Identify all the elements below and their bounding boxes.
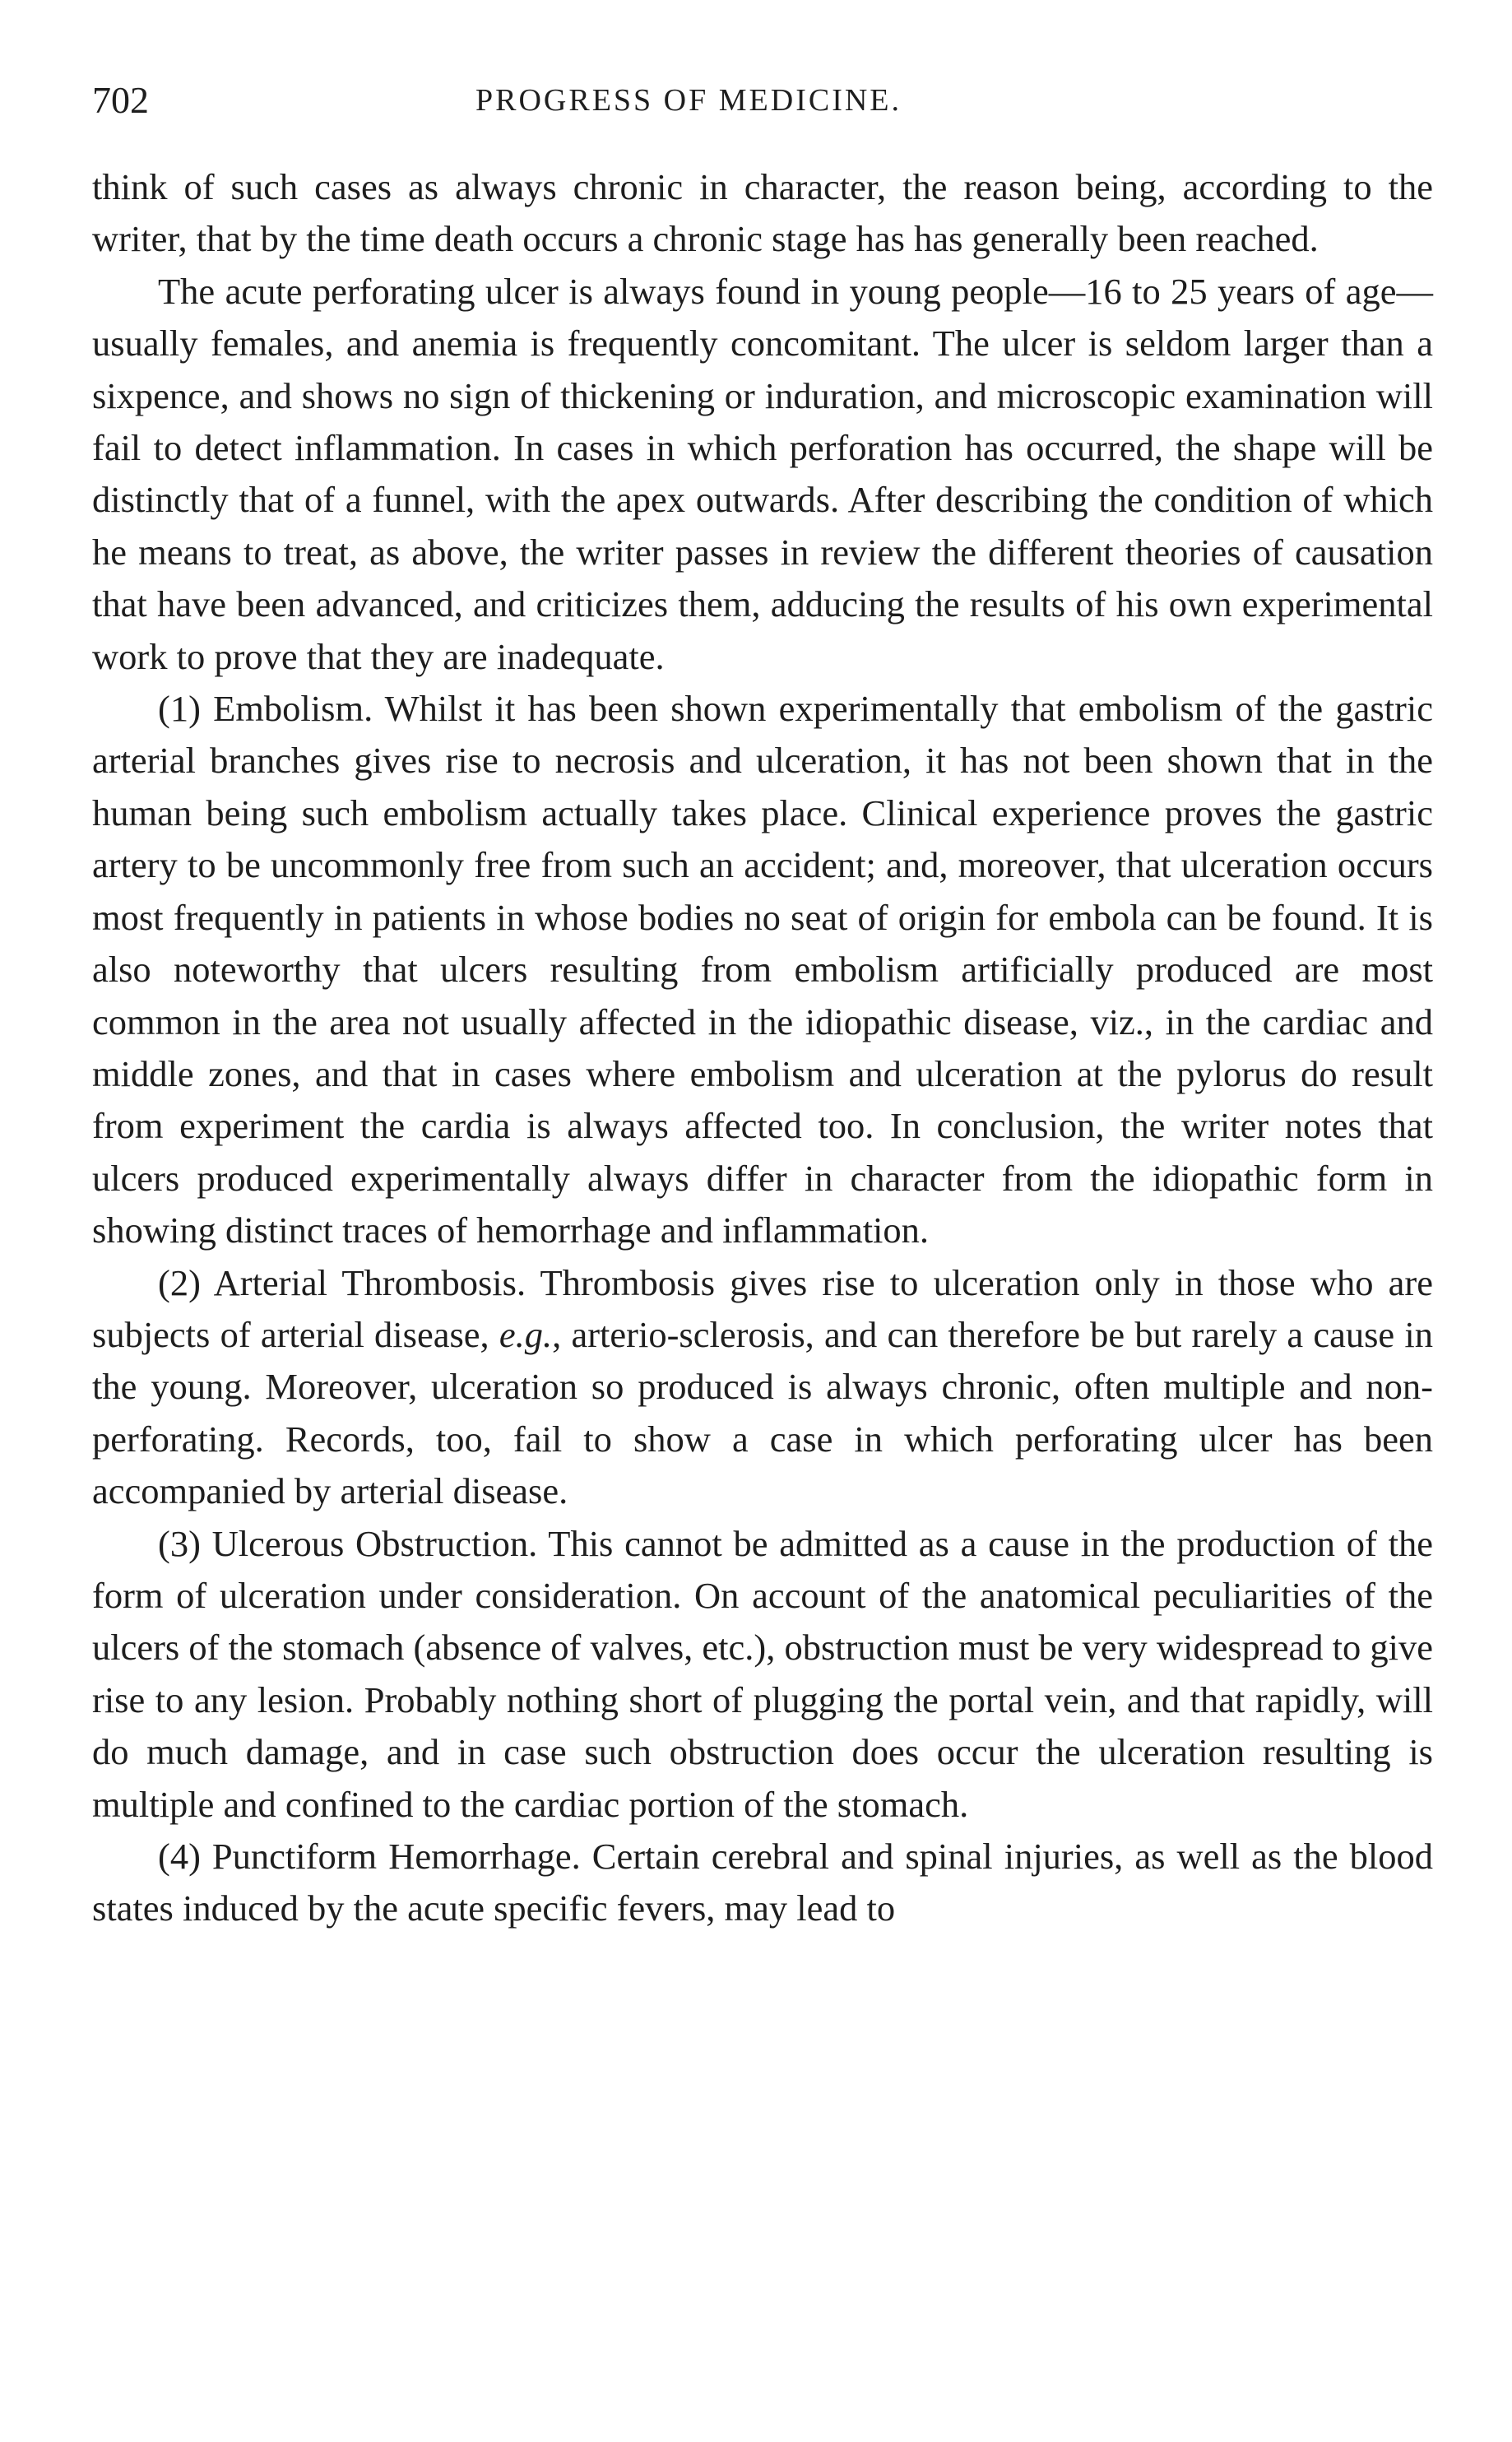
italic-abbreviation: e.g. [499,1313,553,1355]
paragraph-arterial-thrombosis [92,1257,1433,1518]
paragraph-text-segment: (2) Arterial Thrombosis. Thrombosis gives rise to ulceration only in those who are subjects of arterial disease, [92,1261,1433,1355]
body-text [92,161,1433,1935]
page-number: 702 [92,79,149,121]
paragraph-continuation: think of such cases as always chronic in character, the reason being, according to the writer, that by the time death occurs a chronic stage has has generally been reached. [92,166,1433,260]
paragraph-punctiform-hemorrhage: (4) Punctiform Hemorrhage. Certain cerebral and spinal injuries, as well as the blood states induced by the acute specific fevers, may lead to [92,1836,1433,1929]
paragraph-acute-perforating-ulcer: The acute perforating ulcer is always found in young people—16 to 25 years of age—usually females, and anemia is frequently concomitant. The ulcer is seldom larger than a sixpence, and shows no sign of thickening or induration, and microscopic examination will fail to detect inflammation. In cases in which perforation has occurred, the shape will be distinctly that of a funnel, with the apex outwards. After describing the condition of which he means to treat, as above, the writer passes in review the different theories of causation that have been advanced, and criticizes them, adducing the results of his own experimental work to prove that they are inadequate. [92,270,1433,677]
running-title: PROGRESS OF MEDICINE. [475,83,902,118]
paragraph-ulcerous-obstruction: (3) Ulcerous Obstruction. This cannot be admitted as a cause in the production of the form of ulceration under consideration. On account of the anatomical peculiarities of the ulcers of the stomach (absence of valves, etc.), obstruction must be very widespread to give rise to any lesion. Probably nothing short of plugging the portal vein, and that rapidly, will do much damage, and in case such obstruction does occur the ulceration resulting is multiple and confined to the cardiac portion of the stomach. [92,1522,1433,1825]
paragraph-embolism: (1) Embolism. Whilst it has been shown experimentally that embolism of the gastric arterial branches gives rise to necrosis and ulceration, it has not been shown that in the human being such embolism actually takes place. Clinical experience proves the gastric artery to be uncommonly free from such an accident; and, moreover, that ulceration occurs most frequently in patients in whose bodies no seat of origin for embola can be found. It is also noteworthy that ulcers resulting from embolism artificially produced are most common in the area not usually affected in the idiopathic disease, viz., in the cardiac and middle zones, and that in cases where embolism and ulceration at the pylorus do result from experiment the cardia is always affected too. In conclusion, the writer notes that ulcers produced experimentally always differ in character from the idiopathic form in showing distinct traces of hemorrhage and inflammation. [92,688,1433,1251]
running-head [92,76,1449,125]
paragraph-text-segment: , arterio-sclerosis, and can therefore be but rarely a cause in the young. Moreover, ulceration so produced is always chronic, often multiple and non-perforating. Records, too, fail to show a case in which perforating ulcer has been accompanied by arterial disease. [92,1313,1434,1512]
